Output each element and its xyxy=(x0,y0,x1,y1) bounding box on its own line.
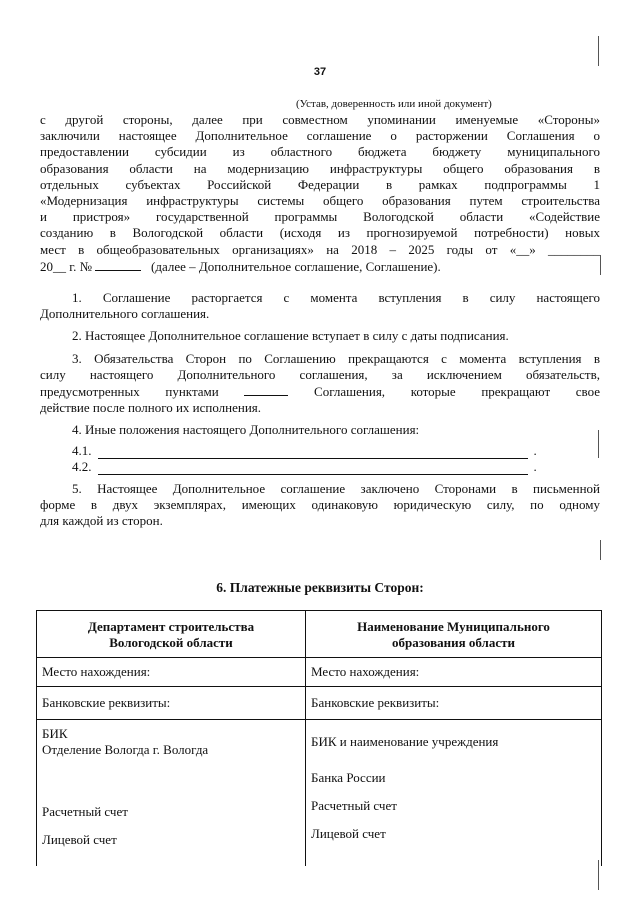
scan-edge-mark xyxy=(600,540,601,560)
right-location-cell: Место нахождения: xyxy=(306,658,602,687)
clause-3-line: действие после полного их исполнения. xyxy=(40,400,262,416)
clause-1-line: Дополнительного соглашения. xyxy=(40,306,210,322)
header-text: образования области xyxy=(392,635,515,650)
clause-5-line: 5. Настоящее Дополнительное соглашение заключено Сторонами в письменной xyxy=(72,481,600,497)
clauses-blank xyxy=(244,383,288,396)
left-location-cell: Место нахождения: xyxy=(37,658,306,687)
table-row xyxy=(37,720,602,867)
header-text: Вологодской области xyxy=(109,635,233,650)
clause-4-item-label: 4.2. xyxy=(72,458,92,474)
date-line xyxy=(40,258,600,275)
intro-line: и пристроя» государственной программы Вологодской области «Содействие xyxy=(40,209,600,225)
number-blank xyxy=(95,258,141,271)
table-header-row xyxy=(37,611,602,658)
clause-4-title: 4. Иные положения настоящего Дополнительного соглашения: xyxy=(72,422,420,438)
intro-line: заключили настоящее Дополнительное соглашение о расторжении Соглашения о xyxy=(40,128,600,144)
page-number: 37 xyxy=(313,66,327,78)
clause-4-item-label: 4.1. xyxy=(72,442,92,458)
clause-5-line: форме в двух экземплярах, имеющих одинаковую юридическую силу, по одному xyxy=(40,497,600,513)
clause-2: 2. Настоящее Дополнительное соглашение вступает в силу с даты подписания. xyxy=(72,328,509,344)
right-party-header xyxy=(306,611,602,658)
date-line-suffix: (далее – Дополнительное соглашение, Соглашение). xyxy=(151,258,441,274)
bik-label: БИК и наименование учреждения xyxy=(311,734,499,749)
personal-account-label: Лицевой счет xyxy=(42,832,117,847)
section-title: 6. Платежные реквизиты Сторон: xyxy=(216,580,424,595)
document-basis-note: (Устав, доверенность или иной документ) xyxy=(296,98,492,110)
agreement-intro-paragraph xyxy=(40,112,600,275)
bank-name: Банка России xyxy=(311,770,386,785)
scan-edge-mark xyxy=(598,860,599,890)
left-party-header xyxy=(37,611,306,658)
intro-line: предоставлении субсидии из областного бюджета бюджету муниципального xyxy=(40,144,600,160)
account-label: Расчетный счет xyxy=(42,804,128,819)
scan-edge-mark xyxy=(598,430,599,458)
clause-4-item-1: 4.1. . xyxy=(72,442,537,458)
clause-3-text: Соглашения, которые прекращают свое xyxy=(314,384,601,400)
header-text: Департамент строительства xyxy=(87,619,255,634)
intro-line: мест в общеобразовательных организациях» на 2018 – 2025 годы от «__» ________ xyxy=(40,241,600,257)
bik-label: БИК xyxy=(42,726,68,741)
intro-line: с другой стороны, далее при совместном упоминании именуемые «Стороны» xyxy=(40,112,600,127)
left-details-cell xyxy=(37,720,306,867)
clause-3-text: предусмотренных пунктами xyxy=(40,384,219,400)
intro-line: «Модернизация инфраструктуры системы общего образования путем строительства xyxy=(40,193,600,209)
clause-3-line: силу настоящего Дополнительного соглашения, за исключением обязательств, xyxy=(40,366,600,382)
clause-3-line: 3. Обязательства Сторон по Соглашению прекращаются с момента вступления в xyxy=(72,350,600,366)
clause-3-line xyxy=(40,383,600,400)
clause-4-item-2: 4.2. . xyxy=(72,458,537,474)
fill-in-rule xyxy=(98,462,528,475)
fill-in-rule xyxy=(98,446,528,459)
clause-5-line: для каждой из сторон. xyxy=(40,513,163,529)
table-row xyxy=(37,687,602,720)
left-bank-cell: Банковские реквизиты: xyxy=(37,687,306,720)
intro-line: созданию в Вологодской области (исходя из прогнозируемой потребности) новых xyxy=(40,225,600,241)
personal-account-label: Лицевой счет xyxy=(311,826,386,841)
clauses-block xyxy=(40,290,600,530)
account-label: Расчетный счет xyxy=(311,798,397,813)
table-row xyxy=(37,658,602,687)
bank-branch: Отделение Вологда г. Вологда xyxy=(42,742,209,757)
scan-edge-mark xyxy=(598,36,599,66)
date-year-number: 20__ г. № xyxy=(40,258,93,274)
right-bank-cell: Банковские реквизиты: xyxy=(306,687,602,720)
clause-1-line: 1. Соглашение расторгается с момента вступления в силу настоящего xyxy=(72,290,600,305)
right-details-cell xyxy=(306,720,602,867)
payment-details-table xyxy=(36,610,602,866)
intro-line: отдельных субъектах Российской Федерации в рамках подпрограммы 1 xyxy=(40,176,600,192)
intro-line: образования области на модернизацию инфраструктуры общего образования в xyxy=(40,160,600,176)
header-text: Наименование Муниципального xyxy=(357,619,550,634)
scan-edge-mark xyxy=(600,255,601,275)
